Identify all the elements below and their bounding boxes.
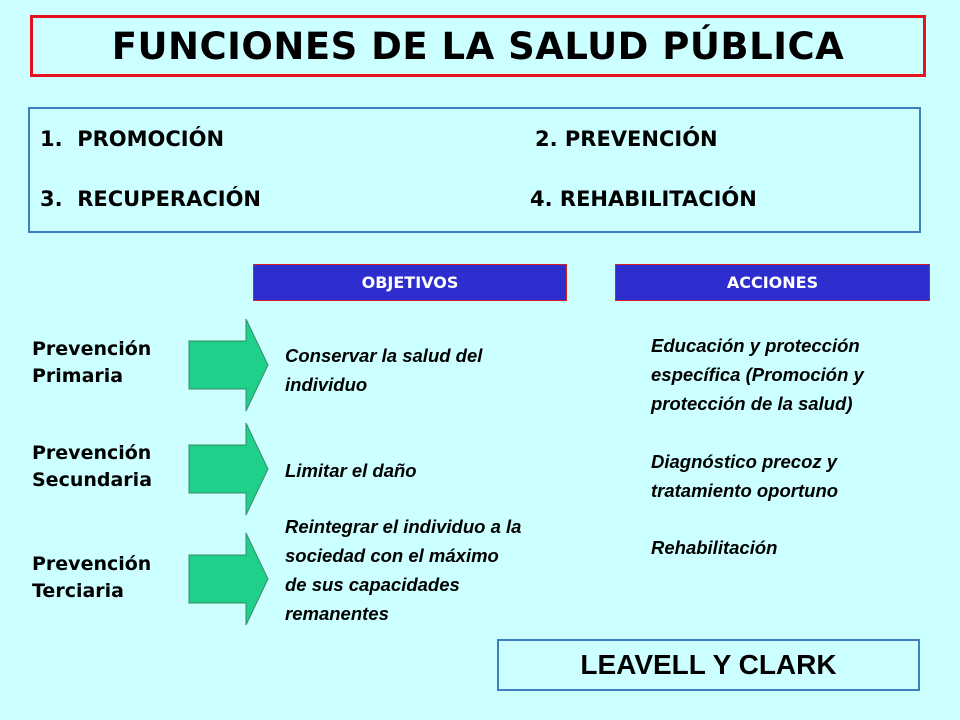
- page-title: FUNCIONES DE LA SALUD PÚBLICA: [111, 24, 845, 68]
- accion-line: Rehabilitación: [651, 537, 778, 558]
- accion-line: tratamiento oportuno: [651, 480, 839, 501]
- function-promocion: 1. PROMOCIÓN: [40, 127, 225, 151]
- functions-box: [28, 107, 921, 233]
- function-prevencion: 2. PREVENCIÓN: [535, 127, 718, 151]
- accion-line: Diagnóstico precoz y: [651, 451, 838, 472]
- level-label-line1: Prevención: [32, 553, 152, 575]
- objetivo-line: individuo: [285, 374, 368, 395]
- level-label-line2: Terciaria: [32, 580, 124, 602]
- objetivo-line: sociedad con el máximo: [285, 545, 499, 566]
- level-label-line2: Secundaria: [32, 469, 153, 491]
- header-acciones: ACCIONES: [615, 264, 930, 301]
- objetivo-line: Conservar la salud del: [285, 345, 483, 366]
- objetivo-line: remanentes: [285, 603, 389, 624]
- function-rehabilitacion: 4. REHABILITACIÓN: [530, 187, 757, 211]
- level-secundaria: [32, 440, 152, 494]
- level-label-line1: Prevención: [32, 338, 152, 360]
- arrow-primaria-icon: [188, 318, 270, 412]
- arrow-terciaria-icon: [188, 532, 270, 626]
- level-label-line2: Primaria: [32, 365, 124, 387]
- level-terciaria: [32, 551, 151, 605]
- objetivo-primaria: [285, 341, 482, 399]
- function-recuperacion: 3. RECUPERACIÓN: [40, 187, 262, 211]
- objetivo-line: Limitar el daño: [285, 460, 417, 481]
- level-label-line1: Prevención: [32, 442, 152, 464]
- objetivo-line: Reintegrar el individuo a la: [285, 516, 522, 537]
- accion-line: protección de la salud): [651, 393, 853, 414]
- objetivo-terciaria: [285, 512, 521, 628]
- accion-secundaria: [651, 447, 838, 505]
- author-box: LEAVELL Y CLARK: [497, 639, 920, 691]
- header-objetivos: OBJETIVOS: [253, 264, 567, 301]
- accion-primaria: [651, 331, 864, 418]
- objetivo-secundaria: [285, 456, 417, 485]
- objetivo-line: de sus capacidades: [285, 574, 460, 595]
- accion-terciaria: [651, 533, 777, 562]
- accion-line: específica (Promoción y: [651, 364, 864, 385]
- title-box: [30, 15, 926, 77]
- level-primaria: [32, 336, 151, 390]
- arrow-secundaria-icon: [188, 422, 270, 516]
- accion-line: Educación y protección: [651, 335, 860, 356]
